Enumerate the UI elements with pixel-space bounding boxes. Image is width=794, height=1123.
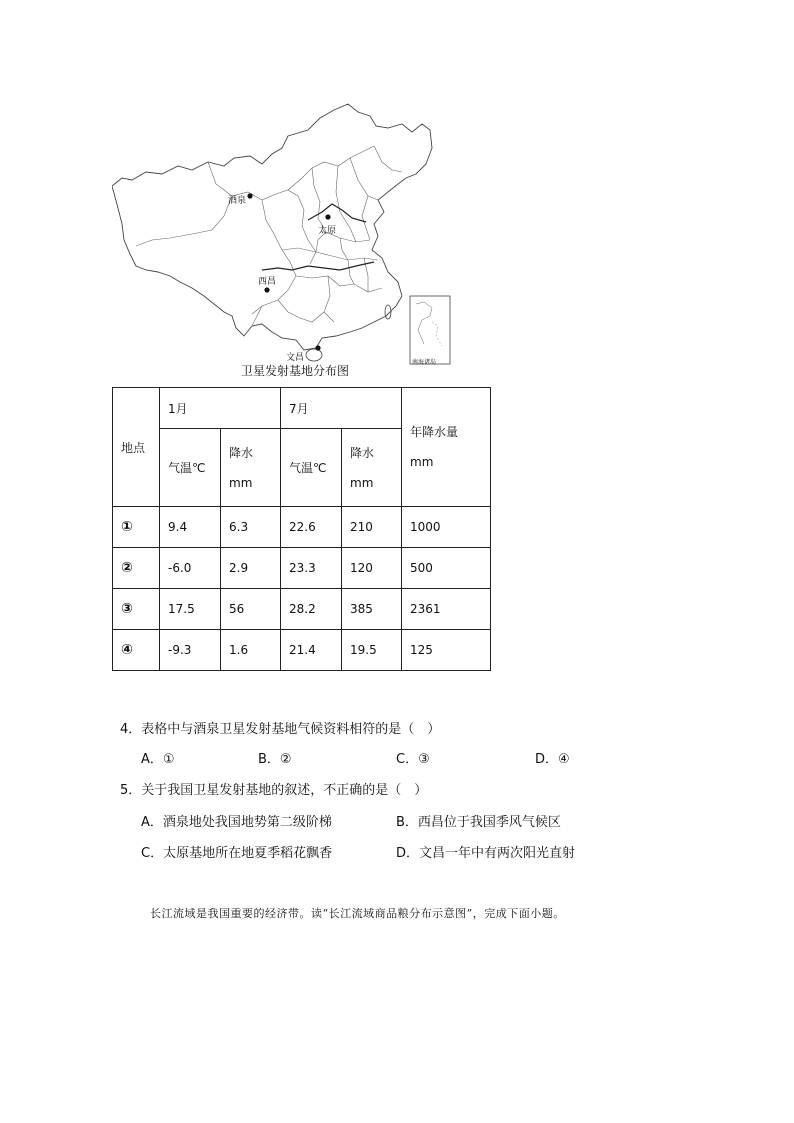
jul-precip-cell: 120 xyxy=(342,548,402,589)
row-id: ③ xyxy=(113,589,160,630)
annual-cell: 500 xyxy=(402,548,491,589)
jul-temp-cell: 21.4 xyxy=(281,630,342,671)
hainan-island xyxy=(306,349,322,361)
table-row xyxy=(113,589,491,630)
jan-temp-cell: -6.0 xyxy=(160,548,221,589)
row-id: ④ xyxy=(113,630,160,671)
table-header-row xyxy=(113,388,491,429)
jan-precip-cell: 6.3 xyxy=(221,507,281,548)
jan-temp-cell: -9.3 xyxy=(160,630,221,671)
jul-precip-unit: mm xyxy=(350,475,374,490)
jul-precip-cell: 385 xyxy=(342,589,402,630)
annual-header-unit: mm xyxy=(410,455,434,469)
map-caption: 卫星发射基地分布图 xyxy=(240,364,349,378)
table-row xyxy=(113,507,491,548)
jul-temp-cell: 22.6 xyxy=(281,507,342,548)
jan-temp-header: 气温℃ xyxy=(160,429,221,507)
jul-precip-header xyxy=(342,429,402,507)
annual-header-label: 年降水量 xyxy=(410,425,459,439)
place-header: 地点 xyxy=(113,388,160,507)
jan-precip-cell: 2.9 xyxy=(221,548,281,589)
jan-precip-unit: mm xyxy=(229,475,253,490)
row-id: ① xyxy=(113,507,160,548)
jul-header: 7月 xyxy=(281,388,402,429)
inset-label: 南海诸岛 xyxy=(412,359,437,366)
taiyuan-marker xyxy=(325,214,330,219)
jul-precip-cell: 19.5 xyxy=(342,630,402,671)
q4-option-b[interactable]: B．② xyxy=(258,752,292,767)
jiuquan-marker xyxy=(247,193,252,198)
jan-precip-label: 降水 xyxy=(229,445,254,460)
q4-option-a[interactable]: A．① xyxy=(141,752,175,767)
q5-option-b[interactable]: B．西昌位于我国季风气候区 xyxy=(396,815,561,830)
jul-precip-cell: 210 xyxy=(342,507,402,548)
jan-temp-cell: 9.4 xyxy=(160,507,221,548)
xichang-label: 西昌 xyxy=(258,277,277,287)
annual-cell: 1000 xyxy=(402,507,491,548)
jul-temp-cell: 23.3 xyxy=(281,548,342,589)
xichang-marker xyxy=(264,287,269,292)
province-boundaries xyxy=(136,146,402,326)
q4-option-d[interactable]: D．④ xyxy=(535,752,570,767)
q5-option-c[interactable]: C．太原基地所在地夏季稻花飘香 xyxy=(141,846,333,861)
jul-precip-label: 降水 xyxy=(350,445,375,460)
jan-temp-cell: 17.5 xyxy=(160,589,221,630)
river-line xyxy=(308,204,366,222)
china-map-svg xyxy=(112,100,462,368)
wenchang-label: 文昌 xyxy=(286,353,305,363)
jan-precip-cell: 1.6 xyxy=(221,630,281,671)
wenchang-marker xyxy=(315,345,320,350)
jan-precip-cell: 56 xyxy=(221,589,281,630)
taiyuan-label: 太原 xyxy=(318,226,337,236)
jul-temp-cell: 28.2 xyxy=(281,589,342,630)
table-row xyxy=(113,630,491,671)
jan-header: 1月 xyxy=(160,388,281,429)
jul-temp-header: 气温℃ xyxy=(281,429,342,507)
jan-precip-header xyxy=(221,429,281,507)
question-4-stem: 4．表格中与酒泉卫星发射基地气候资料相符的是（ ） xyxy=(120,722,441,737)
next-section-intro: 长江流域是我国重要的经济带。读“长江流域商品粮分布示意图”，完成下面小题。 xyxy=(150,907,565,920)
table-row xyxy=(113,548,491,589)
annual-cell: 2361 xyxy=(402,589,491,630)
annual-cell: 125 xyxy=(402,630,491,671)
annual-header xyxy=(402,388,491,507)
china-outline xyxy=(112,104,432,350)
river-line xyxy=(262,262,374,270)
row-id: ② xyxy=(113,548,160,589)
q5-option-a[interactable]: A．酒泉地处我国地势第二级阶梯 xyxy=(141,815,332,830)
satellite-base-map xyxy=(112,100,462,368)
jiuquan-label: 酒泉 xyxy=(228,196,247,206)
question-5-stem: 5．关于我国卫星发射基地的叙述，不正确的是（ ） xyxy=(120,783,428,798)
climate-table xyxy=(112,387,491,671)
q4-option-c[interactable]: C．③ xyxy=(396,752,430,767)
q5-option-d[interactable]: D．文昌一年中有两次阳光直射 xyxy=(396,846,576,861)
